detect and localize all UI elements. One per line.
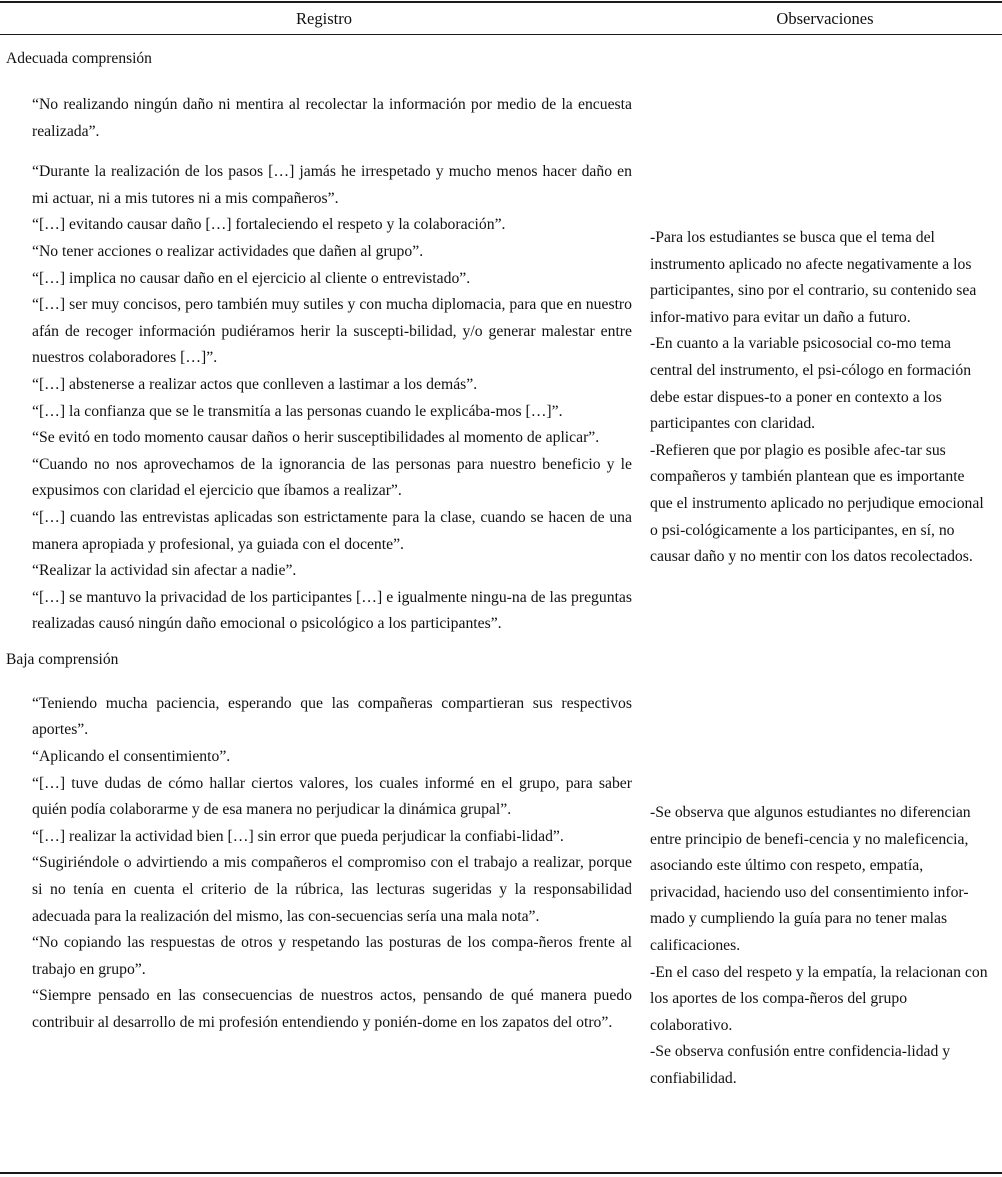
observaciones-notes-adecuada xyxy=(650,225,1002,571)
observacion-note: -En el caso del respeto y la empatía, la relacionan con los aportes de los compa-ñeros del grupo colaborativo. xyxy=(650,963,988,1034)
list-item: “[…] implica no causar daño en el ejercicio al cliente o entrevistado”. xyxy=(32,269,471,287)
registro-column xyxy=(0,35,648,1037)
registro-quote-list-baja xyxy=(0,691,648,1037)
list-item: “Realizar la actividad sin afectar a nadie”. xyxy=(32,562,297,580)
observaciones-notes-baja xyxy=(650,800,1002,1093)
registro-quote-list-adecuada xyxy=(0,92,648,638)
list-item: “Cuando no nos aprovechamos de la ignorancia de las personas para nuestro beneficio y le expusimos con claridad el ejercicio que íbamos a realizar”. xyxy=(32,455,632,500)
list-item: “Se evitó en todo momento causar daños o herir susceptibilidades al momento de aplicar”. xyxy=(32,429,600,447)
list-item: “No copiando las respuestas de otros y respetando las posturas de los compa-ñeros frente al trabajo en grupo”. xyxy=(32,934,632,978)
observacion-note: -Para los estudiantes se busca que el tema del instrumento aplicado no afecte negativamente a los participantes, sino por el contrario, su contenido sea infor-mativo para evitar un daño a futuro. xyxy=(650,229,977,326)
table-body xyxy=(0,35,1002,1172)
table-bottom-rule xyxy=(0,1172,1002,1174)
list-item: “[…] tuve dudas de cómo hallar ciertos valores, los cuales informé en el grupo, para saber quién podía colaborarme y de esa manera no perjudicar la dinámica grupal”. xyxy=(32,774,632,819)
list-item: “[…] abstenerse a realizar actos que conlleven a lastimar a los demás”. xyxy=(32,375,478,393)
list-item: “[…] se mantuvo la privacidad de los participantes […] e igualmente ningu-na de las preguntas realizadas causó ningún daño emocional o psicológico a los participantes”. xyxy=(32,588,632,633)
list-item: “[…] ser muy concisos, pero también muy sutiles y con mucha diplomacia, para que en nuestro afán de recoger información pudiéramos herir la suscepti-bilidad, y/o generar malestar entre nuestros colaboradores […]”. xyxy=(32,296,632,367)
list-item: “[…] la confianza que se le transmitía a las personas cuando le explicába-mos […]”. xyxy=(32,402,563,420)
list-item: “Siempre pensado en las consecuencias de nuestros actos, pensando de qué manera puedo contribuir al desarrollo de mi profesión entendiendo y ponién-dome en los zapatos del otro”. xyxy=(32,987,632,1031)
list-item: “Teniendo mucha paciencia, esperando que las compañeras compartieran sus respectivos aportes”. xyxy=(32,694,632,739)
list-item: “Aplicando el consentimiento”. xyxy=(32,748,231,766)
observacion-note: -Se observa que algunos estudiantes no diferencian entre principio de benefi-cencia y no maleficencia, asociando este último con respeto, empatía, privacidad, haciendo uso del consentimiento infor-mado y cumpliendo la guía para no tener malas calificaciones. xyxy=(650,804,971,954)
column-header-registro: Registro xyxy=(296,9,352,28)
observacion-note: -En cuanto a la variable psicosocial co-mo tema central del instrumento, el psi-cólogo en formación debe estar dispues-to a poner en contexto a los participantes con claridad. xyxy=(650,335,972,433)
column-header-observaciones: Observaciones xyxy=(776,9,874,28)
list-item: “No realizando ningún daño ni mentira al recolectar la información por medio de la encuesta realizada”. xyxy=(32,96,632,140)
observacion-note: -Se observa confusión entre confidencia-lidad y confiabilidad. xyxy=(650,1043,951,1087)
table-header-row xyxy=(0,3,1002,34)
list-item: “[…] realizar la actividad bien […] sin error que pueda perjudicar la confiabi-lidad”. xyxy=(32,827,564,845)
list-item: “[…] evitando causar daño […] fortaleciendo el respeto y la colaboración”. xyxy=(32,216,506,234)
list-item: “[…] cuando las entrevistas aplicadas son estrictamente para la clase, cuando se hacen de una manera apropiada y profesional, ya guiada con el docente”. xyxy=(32,508,632,553)
observacion-note: -Refieren que por plagio es posible afec-tar sus compañeros y también plantean que es importante que el instrumento aplicado no perjudique emocional o psi-cológicamente a los participantes, en sí, no causar daño y no mentir con los datos recolectados. xyxy=(650,441,984,566)
list-item: “No tener acciones o realizar actividades que dañen al grupo”. xyxy=(32,242,424,260)
section-heading-baja-comprension: Baja comprensión xyxy=(6,650,119,668)
list-item: “Durante la realización de los pasos […] jamás he irrespetado y mucho menos hacer daño en mi actuar, ni a mis tutores ni a mis compañeros”. xyxy=(32,163,632,207)
section-heading-adecuada-comprension: Adecuada comprensión xyxy=(6,50,152,67)
list-item: “Sugiriéndole o advirtiendo a mis compañeros el compromiso con el trabajo a realizar, porque si no tenía en cuenta el criterio de la rúbrica, las lecturas sugeridas y la responsabilidad adecuada para la realización del mismo, las con-secuencias sería una mala nota”. xyxy=(32,854,632,925)
